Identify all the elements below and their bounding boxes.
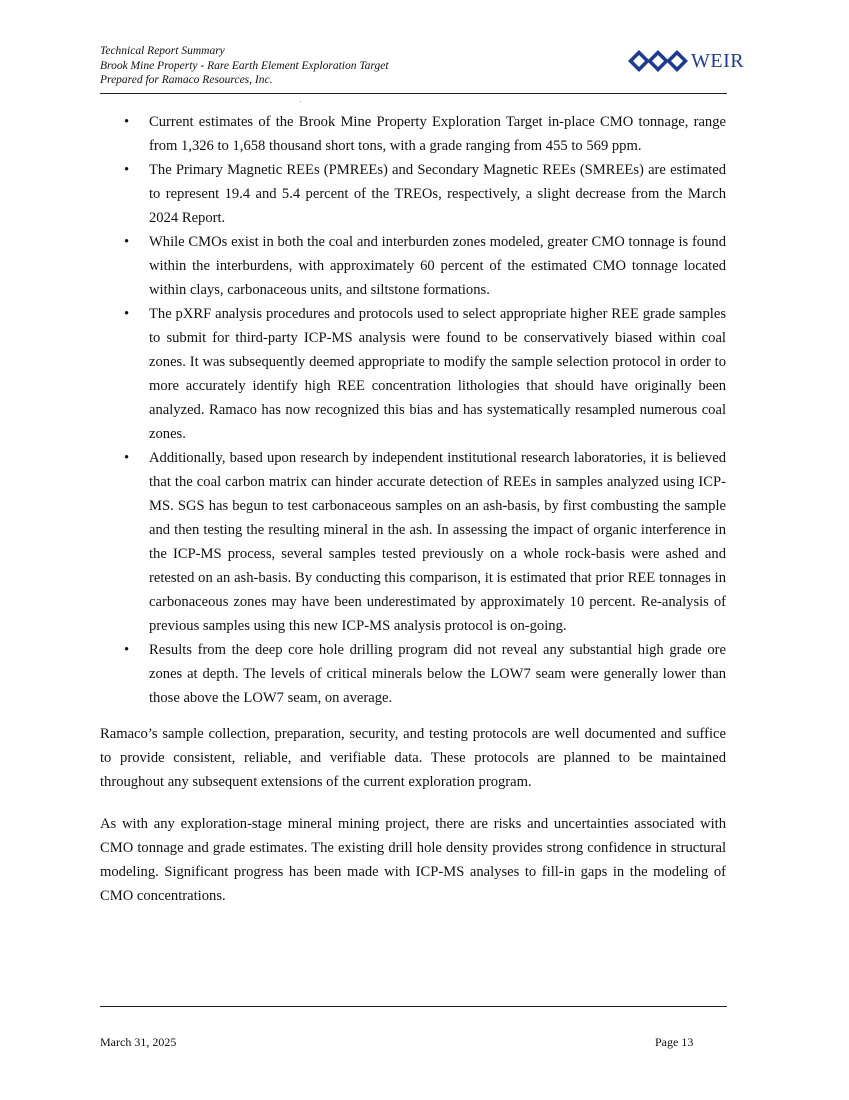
header-divider	[100, 93, 727, 94]
list-item-text: Results from the deep core hole drilling program did not reveal any substantial high grade ore zones at depth. The levels of critical minerals below the LOW7 seam were generally lower than those above the LOW7 seam, on average.	[149, 642, 726, 706]
bullet-icon: •	[124, 642, 130, 658]
list-item-text: The Primary Magnetic REEs (PMREEs) and Secondary Magnetic REEs (SMREEs) are estimated to represent 19.4 and 5.4 percent of the TREOs, respectively, a slight decrease from the March 2024 Report.	[149, 162, 726, 226]
list-item-text: While CMOs exist in both the coal and interburden zones modeled, greater CMO tonnage is found within the interburdens, with approximately 60 percent of the estimated CMO tonnage located within clays, carbonaceous units, and siltstone formations.	[149, 234, 726, 298]
bullet-icon: •	[124, 306, 130, 322]
bullet-icon: •	[124, 234, 130, 250]
logo-text: WEIR	[691, 49, 745, 72]
bullet-icon: •	[124, 114, 130, 130]
footer-divider	[100, 1006, 727, 1007]
list-item	[100, 110, 726, 158]
header-prepared-for: Prepared for Ramaco Resources, Inc.	[100, 74, 273, 86]
bullet-icon: •	[124, 162, 130, 178]
list-item-text: Current estimates of the Brook Mine Property Exploration Target in-place CMO tonnage, range from 1,326 to 1,658 thousand short tons, with a grade ranging from 455 to 569 ppm.	[149, 114, 726, 154]
diamond-chevrons-icon	[628, 48, 688, 74]
list-item	[100, 638, 726, 710]
page-number: Page 13	[655, 1035, 694, 1049]
artifact-dot	[300, 101, 301, 102]
list-item	[100, 446, 726, 638]
findings-list	[100, 110, 726, 710]
bullet-icon: •	[124, 450, 130, 466]
list-item	[100, 230, 726, 302]
list-item	[100, 302, 726, 446]
list-item-text: The pXRF analysis procedures and protocols used to select appropriate higher REE grade samples to submit for third-party ICP-MS analysis were found to be conservatively biased within coal zones. It was subsequently deemed appropriate to modify the sample selection protocol in order to more accurately identify high REE concentration lithologies that should have originally been analyzed. Ramaco has now recognized this bias and has systematically resampled numerous coal zones.	[149, 306, 726, 442]
weir-logo	[628, 48, 744, 74]
header-report-type: Technical Report Summary	[100, 45, 225, 57]
paragraph-protocols: Ramaco’s sample collection, preparation, security, and testing protocols are well documented and suffice to provide consistent, reliable, and verifiable data. These protocols are planned to be maintained throughout any subsequent extensions of the current exploration program.	[100, 726, 726, 790]
list-item	[100, 158, 726, 230]
list-item-text: Additionally, based upon research by independent institutional research laboratories, it is believed that the coal carbon matrix can hinder accurate detection of REEs in samples analyzed using ICP-MS. SGS has begun to test carbonaceous samples on an ash-basis, by first combusting the sample and then testing the resulting mineral in the ash. In assessing the impact of organic interference in the ICP-MS process, several samples tested previously on a whole rock-basis were ashed and retested on an ash-basis. By conducting this comparison, it is estimated that prior REE tonnages in carbonaceous zones may have been underestimated by approximately 10 percent. Re-analysis of previous samples using this new ICP-MS analysis protocol is on-going.	[149, 450, 726, 634]
footer-date: March 31, 2025	[100, 1035, 177, 1049]
paragraph-risks: As with any exploration-stage mineral mining project, there are risks and uncertainties associated with CMO tonnage and grade estimates. The existing drill hole density provides strong confidence in structural modeling. Significant progress has been made with ICP-MS analyses to fill-in gaps in the modeling of CMO concentrations.	[100, 816, 726, 904]
page-body	[100, 110, 726, 908]
header-project-title: Brook Mine Property - Rare Earth Element Exploration Target	[100, 59, 389, 72]
